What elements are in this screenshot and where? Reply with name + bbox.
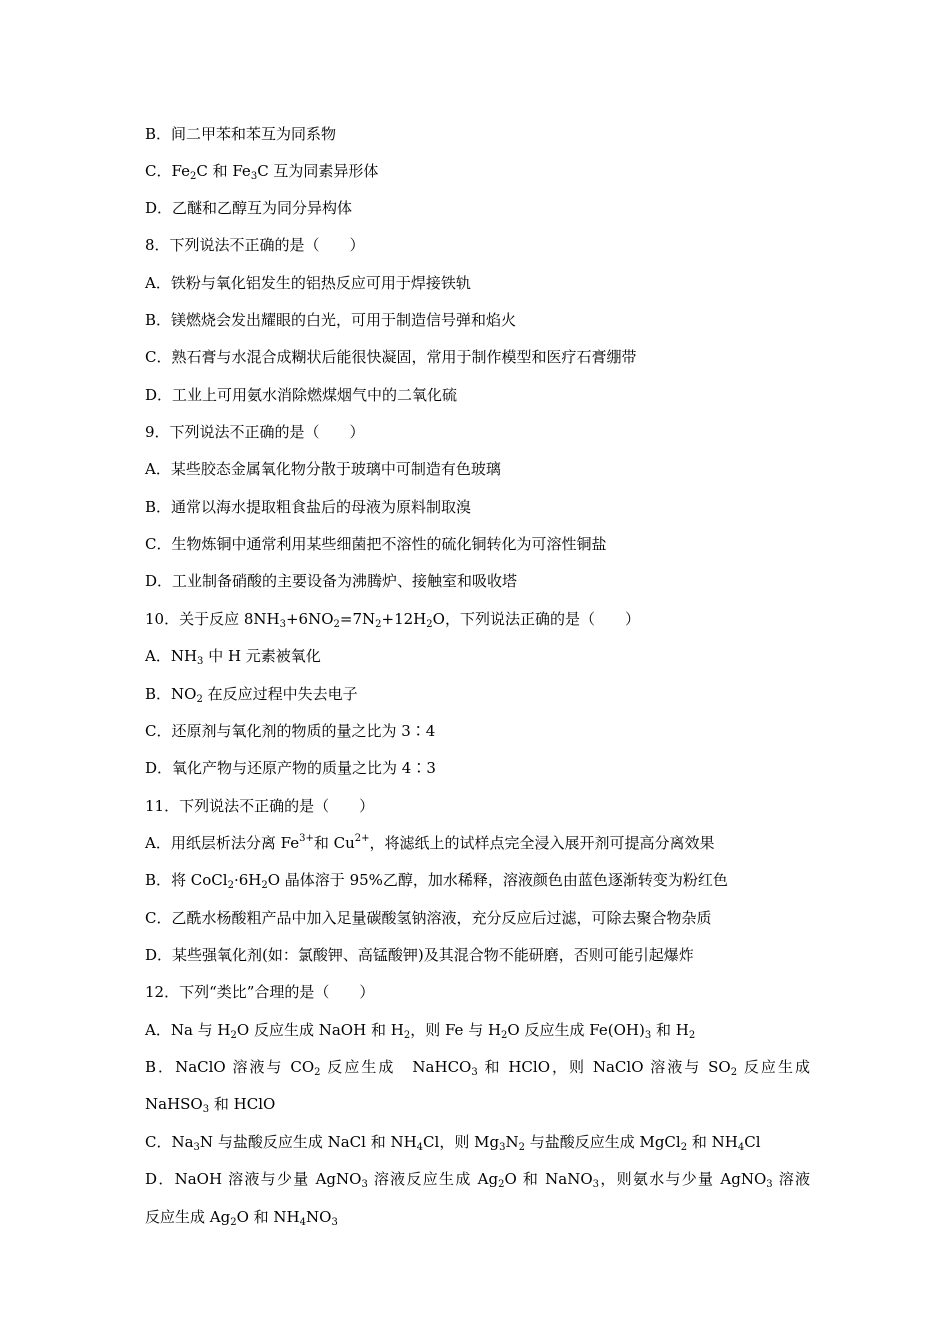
q11-option-b: B．将 $CoCl_2\cdot 6H_2O$ 晶体溶于 95%乙醇，加水稀释，溶液颜色由蓝色逐渐转变为粉红色	[145, 871, 728, 891]
q7-option-c: C．$Fe_2C$ 和 $Fe_3C$ 互为同素异形体	[145, 162, 379, 182]
q10-option-a: A．$NH_3$ 中 H 元素被氧化	[145, 647, 321, 667]
q8-option-b: B．镁燃烧会发出耀眼的白光，可用于制造信号弹和焰火	[145, 311, 517, 329]
q12-stem: 12．下列“类比”合理的是（ ）	[145, 983, 375, 1001]
q11-option-c: C．乙酰水杨酸粗产品中加入足量碳酸氢钠溶液，充分反应后过滤，可除去聚合物杂质	[145, 909, 712, 927]
q8-option-c: C．熟石膏与水混合成糊状后能很快凝固，常用于制作模型和医疗石膏绷带	[145, 348, 637, 366]
q10-stem: 10．关于反应 $8NH_3+6NO_2=7N_2+12H_2O$，下列说法正确的是（ ）	[145, 610, 640, 630]
q11-option-d: D．某些强氧化剂(如：氯酸钾、高锰酸钾)及其混合物不能研磨，否则可能引起爆炸	[145, 946, 694, 964]
q10-option-d: D．氧化产物与还原产物的质量之比为 4∶3	[145, 759, 436, 777]
q9-option-c: C．生物炼铜中通常利用某些细菌把不溶性的硫化铜转化为可溶性铜盐	[145, 535, 607, 553]
q10-option-b: B．$NO_2$ 在反应过程中失去电子	[145, 685, 358, 705]
q9-stem: 9．下列说法不正确的是（ ）	[145, 423, 365, 441]
q9-option-a: A．某些胶态金属氧化物分散于玻璃中可制造有色玻璃	[145, 460, 501, 478]
q11-stem: 11．下列说法不正确的是（ ）	[145, 797, 375, 815]
q12-option-a: A．Na 与 $H_2O$ 反应生成 NaOH 和 $H_2$，则 Fe 与 $H_2O$ 反应生成 $Fe(OH)_3$ 和 $H_2$	[145, 1021, 696, 1041]
q8-option-d: D．工业上可用氨水消除燃煤烟气中的二氧化硫	[145, 386, 458, 404]
q7-option-b: B．间二甲苯和苯互为同系物	[145, 125, 337, 143]
q8-option-a: A．铁粉与氧化铝发生的铝热反应可用于焊接铁轨	[145, 274, 471, 292]
q12-option-b-line2: NaHSO$_3$ 和 HClO	[145, 1095, 276, 1115]
q12-option-c: C．$Na_3N$ 与盐酸反应生成 NaCl 和 $NH_4Cl$，则 $Mg_3N_2$ 与盐酸反应生成 MgCl$_2$ 和 $NH_4Cl$	[145, 1133, 761, 1153]
q12-option-d-line1: D．NaOH 溶液与少量 AgNO$_3$ 溶液反应生成 $Ag_2O$ 和 NaNO$_3$，则氨水与少量 AgNO$_3$ 溶液	[145, 1170, 810, 1190]
q9-option-b: B．通常以海水提取粗食盐后的母液为原料制取溴	[145, 498, 472, 516]
q12-option-d-line2: 反应生成 $Ag_2O$ 和 $NH_4NO_3$	[145, 1208, 338, 1228]
q9-option-d: D．工业制备硝酸的主要设备为沸腾炉、接触室和吸收塔	[145, 572, 518, 590]
q8-stem: 8．下列说法不正确的是（ ）	[145, 236, 365, 254]
q12-option-b-line1: B．NaClO 溶液与 $CO_2$ 反应生成 NaHCO$_3$ 和 HClO，则 NaClO 溶液与 $SO_2$ 反应生成	[145, 1058, 810, 1078]
q11-option-a: A．用纸层析法分离 $Fe^{3+}$和 $Cu^{2+}$，将滤纸上的试样点完全浸入展开剂可提高分离效果	[145, 833, 715, 852]
q7-option-d: D．乙醚和乙醇互为同分异构体	[145, 199, 353, 217]
q10-option-c: C．还原剂与氧化剂的物质的量之比为 3∶4	[145, 722, 436, 740]
